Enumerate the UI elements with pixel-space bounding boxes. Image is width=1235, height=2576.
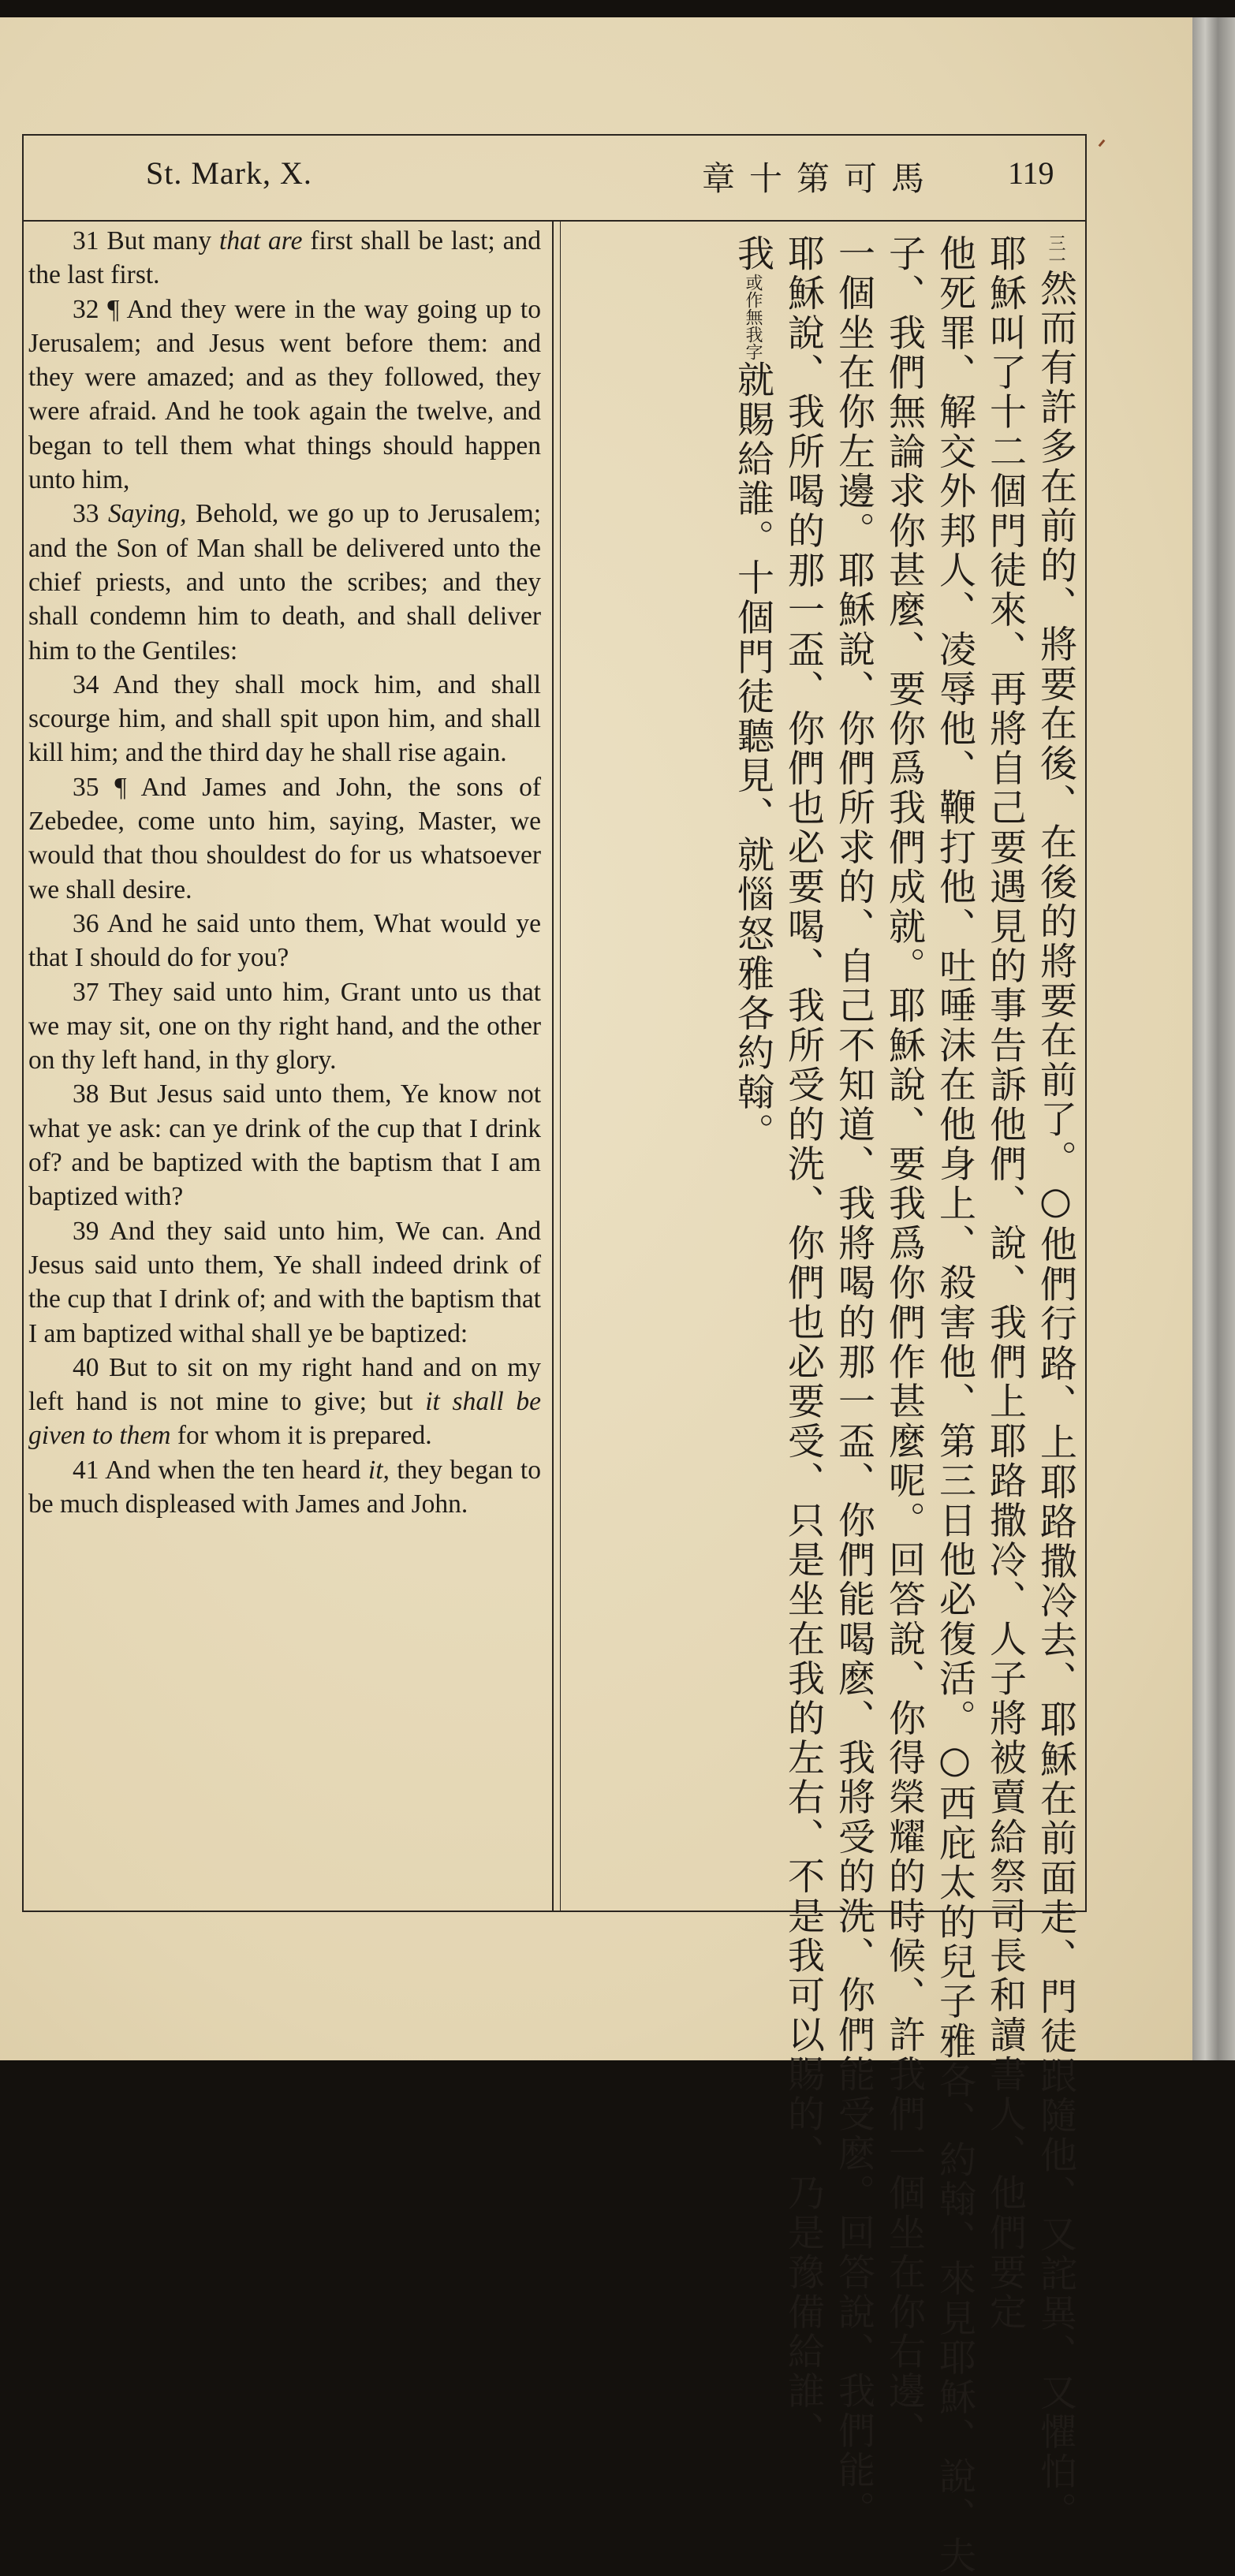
verse-5 (28, 907, 541, 975)
verse-text: And he said unto them, What would ye that I should do for you? (28, 908, 542, 973)
column-divider-inner (560, 221, 561, 1912)
verse-text: it shall be given to them (28, 1387, 541, 1451)
page-number: 119 (1008, 155, 1054, 191)
verse-6 (28, 975, 541, 1078)
verse-text: And they were in the way going up to Jerusalem; and Jesus went before them: and they were amazed; and as they followed, they were afraid. And he took again the twelve, and began to tell them what things should happen unto him, (28, 294, 541, 495)
chinese-line (979, 234, 1030, 2332)
verse-text: They said unto him, Grant unto us that we may sit, one on thy right hand, and the other on thy left hand, in thy glory. (28, 977, 541, 1076)
header-rule (24, 220, 1085, 222)
verse-number: 41 (73, 1455, 99, 1485)
verse-text: And they said unto him, We can. And Jesus said unto them, Ye shall indeed drink of the cup that I drink of; and with the baptism that I am baptized withal shall ye be baptized: (28, 1216, 541, 1348)
verse-number: 37 (73, 977, 99, 1007)
verse-number: 35 ¶ (73, 772, 127, 802)
verse-text: Behold, we go up to Jerusalem; and the Son of Man shall be delivered unto the chief priests, and unto the scribes; and they shall condemn him to death, and shall deliver him to the Gentiles: (28, 499, 542, 665)
verse-9 (28, 1351, 541, 1453)
verse-text: Saying, (108, 499, 187, 529)
variant-reading-note: 或作無我字 (743, 274, 763, 361)
chinese-line (828, 234, 879, 2530)
verse-number: 39 (73, 1216, 99, 1246)
chinese-text: 就賜給誰。十個門徒聽見、就惱怒雅各約翰。 (731, 360, 774, 1153)
english-text-column (28, 224, 541, 1521)
verse-text: And when the ten heard (105, 1455, 368, 1485)
chinese-line (1030, 234, 1080, 2532)
verse-text: it, (368, 1455, 390, 1485)
verse-1 (28, 293, 541, 498)
chinese-text: 一個坐在你左邊。耶穌說、你們所求的、自己不知道、我將喝的那一盃、你們能喝麽、我將受的洗、你們能受麽。回答說、我們能。 (832, 234, 875, 2530)
verse-text: But Jesus said unto them, Ye know not what ye ask: can ye drink of the cup that I drink of? and be baptized with the baptism that I am baptized with? (28, 1079, 542, 1212)
chinese-text: 子、我們無論求你甚麼、要你爲我們成就。耶穌說、要我爲你們作甚麼呢。回答說、你得榮耀的時候、許我們一個坐在你右邊、 (882, 234, 926, 2451)
verse-2 (28, 497, 541, 667)
verse-number: 31 (73, 226, 99, 255)
chinese-text: 然而有許多在前的、將要在後、在後的將要在前了。○他們行路、上耶路撒冷去、耶穌在前面走、門徒跟隨他、又詫異、又懼怕。 (1034, 269, 1077, 2532)
chinese-running-head: 章十第可馬 (702, 159, 939, 198)
verse-text: first shall be last; and the last first. (28, 226, 542, 290)
verse-number: 32 ¶ (73, 294, 120, 324)
verse-text: they began to be much displeased with James and John. (28, 1455, 541, 1519)
verse-text: for whom it is prepared. (170, 1421, 432, 1451)
book-binding-edge (1192, 17, 1235, 2060)
english-running-head: St. Mark, X. (146, 155, 312, 191)
verse-3 (28, 668, 541, 770)
verse-0 (28, 224, 541, 293)
verse-4 (28, 770, 541, 907)
verse-number: 38 (73, 1079, 99, 1109)
chinese-text: 耶穌說、我所喝的那一盃、你們也必要喝、我所受的洗、你們也必要受、只是坐在我的左右、不是我可以賜的、乃是豫備給誰、 (782, 234, 825, 2451)
verse-7 (28, 1077, 541, 1213)
verse-number: 33 (73, 499, 99, 529)
verse-number: 40 (73, 1352, 99, 1382)
verse-text: And they shall mock him, and shall scourge him, and shall spit upon him, and shall kill him; and the third day he shall rise again. (28, 669, 541, 768)
verse-8 (28, 1214, 541, 1351)
chinese-text: 耶穌叫了十二個門徒來、再將自己要遇見的事告訴他們、說、我們上耶路撒冷、人子將被賣給祭司長和讀書人、他們要定 (983, 234, 1027, 2332)
chinese-line (727, 234, 778, 1902)
verse-number: 36 (73, 908, 99, 938)
verse-number: 34 (73, 669, 99, 699)
page-frame (22, 134, 1087, 2576)
chinese-text-column (576, 234, 1080, 2576)
verse-text: But to sit on my right hand and on my left hand is not mine to give; but (28, 1352, 542, 1417)
chinese-text: 他死罪、解交外邦人、凌辱他、鞭打他、吐唾沫在他身上、殺害他、第三日他必復活。○西庇太的兒子雅各、約翰、來見耶穌、說、夫 (933, 234, 976, 2576)
chinese-line (778, 234, 828, 2451)
verse-marker: 三一 (1046, 234, 1065, 269)
verse-10 (28, 1453, 541, 1522)
chinese-line (879, 234, 929, 2451)
chinese-text: 我 (731, 234, 774, 274)
verse-text: And James and John, the sons of Zebedee, come unto him, saying, Master, we would that thou shouldest do for us whatsoever we shall desire. (28, 772, 541, 904)
verse-text: that are (219, 226, 303, 255)
verse-text: But many (106, 226, 220, 255)
chinese-line (929, 234, 979, 2576)
column-divider (552, 221, 554, 1912)
